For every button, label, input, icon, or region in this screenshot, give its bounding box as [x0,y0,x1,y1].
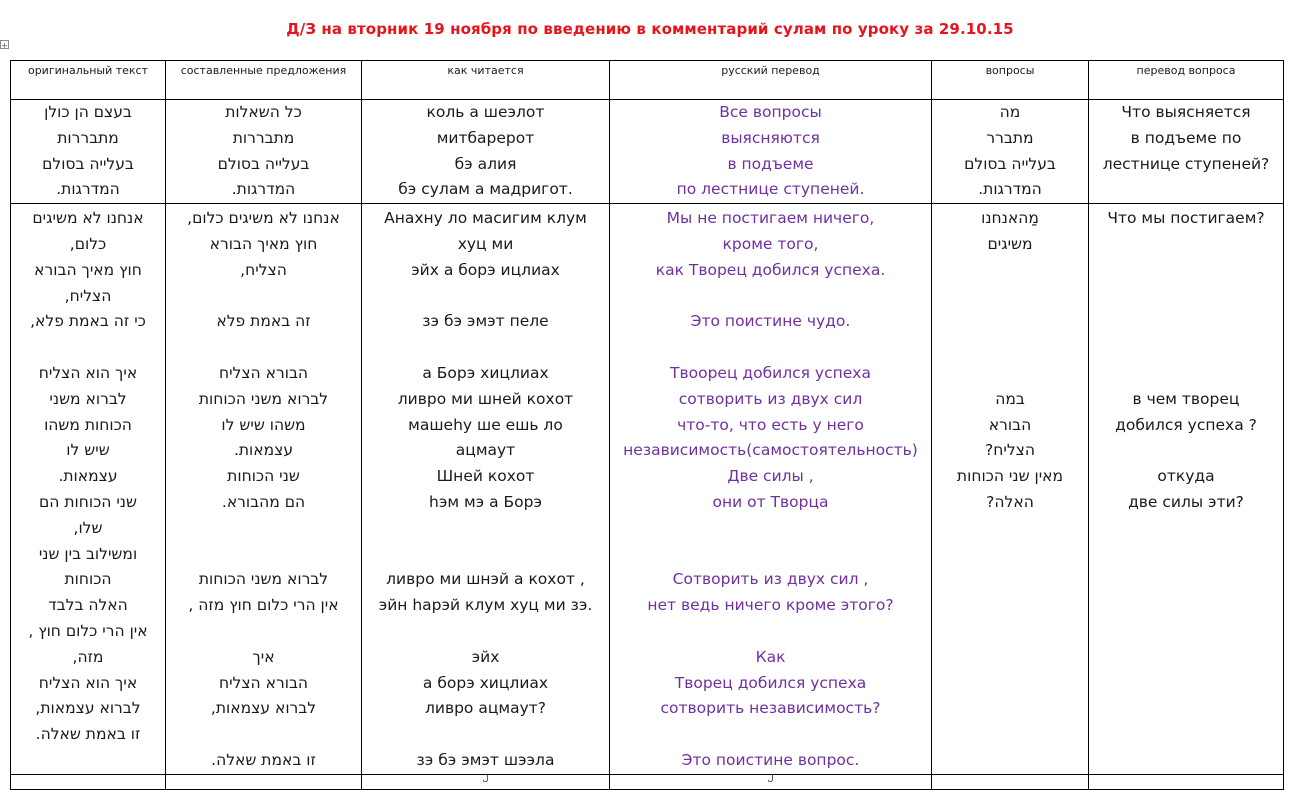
cell-line: מתבררות [57,128,119,147]
cell-line: Это поистине чудо. [690,312,851,331]
cell-line: в чем творец [1132,389,1240,408]
cell-line [937,258,1083,284]
cell-line [171,335,356,361]
cell-composed[interactable] [166,100,362,204]
cell-question[interactable] [932,100,1089,204]
cell-line: המדרגות. [56,180,120,199]
cell-line: нет ведь ничего кроме этого? [647,596,894,615]
cell-line [1094,309,1278,335]
header-russian-translation: русский перевод [610,61,932,100]
cell-line: הבורא [988,415,1032,434]
cell-line [1094,438,1278,464]
cell-line [937,335,1083,361]
cell-line [937,361,1083,387]
cell-line: лестнице ступеней? [1102,154,1270,173]
cell-line: כלום, [69,234,107,253]
cell-line: машеhу ше ешь ло [408,415,563,434]
cell-line: ливро ми шнэй а кохот , [386,570,585,589]
cell-line: מאין שני הכוחות [956,467,1064,486]
cell-line: משיגים [987,234,1033,253]
cell-line [1094,232,1278,258]
cell-reading[interactable] [362,100,610,204]
cell-line: מתבררות [232,128,295,147]
cell-line [171,542,356,568]
cell-line: כל השאלות [225,103,302,121]
homework-table [10,60,1284,790]
document-title: Д/З на вторник 19 ноября по введению в комментарий сулам по уроку за 29.10.15 [286,20,1014,38]
cell-line: Что выясняется [1121,103,1251,121]
cell-line: עצמאות. [233,441,294,460]
cell-line: Анахну ло масигим клум [384,209,587,228]
cell-line: сотворить из двух сил [678,389,863,408]
cell-line: независимость(самостоятельность) [623,441,918,460]
cell-line: הבורא הצליח [218,673,309,692]
cell-line: по лестнице ступеней. [676,180,865,199]
cell-line [1094,361,1278,387]
cell-line: אנחנו לא משיגים כלום, [187,209,340,228]
cell-line: коль а шеэлот [426,103,545,121]
cell-line: שני הכוחות הם [38,492,137,511]
cell-line: откуда [1157,467,1215,486]
cell-line: в подъеме по [1130,128,1242,147]
header-row [11,61,1284,100]
cell-question-translation[interactable] [1089,100,1284,204]
cell-line: אנחנו לא משיגים [32,209,144,228]
cell-line: Творец добился успеха [674,673,867,692]
cell-line: эйх а борэ ицлиах [411,260,560,279]
cell-question-translation[interactable] [1089,204,1284,775]
cell-line [615,335,926,361]
cell-line: эйх [471,647,500,666]
cell-line: Все вопросы [719,103,822,121]
header-reading: как читается [362,61,610,100]
cell-line [367,542,604,568]
cell-line: Сотворить из двух сил , [672,570,869,589]
cell-line: עצמאות. [58,467,118,486]
cell-line: הצליח, [64,286,112,305]
cell-line: זו באמת שאלה. [211,750,316,769]
table-row [11,204,1284,775]
cell-line: Две силы , [727,467,814,486]
cell-line: שיש לו [66,441,110,460]
cell-fragment[interactable]: ل [610,774,932,789]
cell-line: как Творец добился успеха. [655,260,886,279]
cell-line [171,722,356,748]
cell-reading[interactable] [362,204,610,775]
cell-line [1094,284,1278,310]
cell-line: איך הוא הצליח [38,363,138,382]
table-move-handle-icon[interactable]: + [1,41,8,50]
cell-line [171,516,356,542]
cell-composed[interactable] [166,204,362,775]
cell-line: לברוא עצמאות, [35,699,141,718]
cell-line: а Борэ хицлиах [422,363,549,382]
cell-line [1094,335,1278,361]
cell-line: בעצם הן כולן [44,103,132,121]
cell-line: אין הרי כלום חוץ מזה , [188,596,339,615]
cell-line: hэм мэ а Борэ [429,492,542,511]
cell-line: бэ сулам а мадригот. [398,180,573,199]
cell-line [16,335,160,361]
cell-line: сотворить независимость? [660,699,881,718]
cell-line: что-то, что есть у него [677,415,864,434]
cell-line: לברוא משני הכוחות [198,570,329,589]
cell-fragment[interactable]: ل [362,774,610,789]
cell-line [367,619,604,645]
cell-translation[interactable] [610,204,932,775]
cell-line: Твоорец добился успеха [670,363,871,382]
cell-line: חוץ מאיך הבורא [34,260,142,279]
cell-line: המדרגות. [978,180,1042,199]
cell-line: הכוחות [64,570,112,589]
cell-line: מזה, [72,647,104,666]
header-original-text: оригинальный текст [11,61,166,100]
cell-line: ливро ми шней кохот [397,389,574,408]
cell-line [937,284,1083,310]
header-question-translation: перевод вопроса [1089,61,1284,100]
cell-line: выясняются [721,128,820,147]
header-questions: вопросы [932,61,1089,100]
cell-line [171,284,356,310]
cell-line: הצליח? [985,441,1035,460]
cell-line: הבורא הצליח [218,363,309,382]
cell-line: ацмаут [455,441,516,460]
cell-line: митбарерот [436,128,535,147]
cell-line: איך [252,647,275,666]
cell-line: לברוא משני [49,389,127,408]
cell-line: ливро ацмаут? [424,699,547,718]
cell-question[interactable] [932,204,1089,775]
cell-line: זה באמת פלא [216,312,311,331]
cell-line: хуц ми [457,234,514,253]
cell-line: מַהאנחנו [981,209,1039,228]
cell-line: הכוחות משהו [44,415,132,434]
cell-line: Это поистине вопрос. [681,750,860,769]
cell-line: במה [995,389,1025,408]
cell-line: האלה בלבד [48,596,128,615]
cell-line [171,619,356,645]
cell-line: בעלייה בסולם [217,154,310,173]
cell-line: לברוא עצמאות, [210,699,317,718]
cell-line: Как [755,647,786,666]
cell-line: כי זה באמת פלא, [30,312,146,331]
cell-original[interactable] [11,100,166,204]
cell-line [615,284,926,310]
cell-line: חוץ מאיך הבורא [209,234,318,253]
cell-original[interactable] [11,204,166,775]
cell-line: в подъеме [727,154,814,173]
header-composed-sentences: составленные предложения [166,61,362,100]
cell-line [367,516,604,542]
cell-line [367,335,604,361]
cell-line [615,619,926,645]
cell-line: две силы эти? [1128,492,1244,511]
cell-line: מתברר [986,128,1034,147]
cell-line [615,542,926,568]
cell-line: добился успеха ? [1115,415,1257,434]
cell-line: зэ бэ эмэт пеле [422,312,549,331]
cell-line: бэ алия [454,154,517,173]
cell-line: они от Творца [712,492,829,511]
cell-line: Что мы постигаем? [1107,209,1265,228]
cell-line: המדרגות. [231,180,296,199]
cell-line: לברוא משני הכוחות [198,389,329,408]
cell-line [367,722,604,748]
cell-line: кроме того, [722,234,819,253]
cell-translation[interactable] [610,100,932,204]
cell-line: эйн hарэй клум хуц ми зэ. [378,596,593,615]
cell-line [615,722,926,748]
cell-line: זו באמת שאלה. [35,725,141,744]
cell-line: שני הכוחות [227,467,300,486]
cell-line: איך הוא הצליח [38,673,138,692]
cell-line: Шней кохот [436,467,535,486]
cell-line: зэ бэ эмэт шээла [416,750,555,769]
cell-line [367,284,604,310]
cell-line: הם מהבורא. [221,492,306,511]
cell-line: משהו שיש לו [221,415,306,434]
cell-line: а борэ хицлиах [422,673,549,692]
cell-line: בעלייה בסולם [964,154,1056,173]
cell-line [615,516,926,542]
cell-line: מה [999,103,1021,121]
cell-line: Мы не постигаем ничего, [666,209,875,228]
cell-line [1094,258,1278,284]
cell-line: ומשילוב בין שני [38,544,138,563]
cell-line: הצליח, [240,260,287,279]
cell-line: אין הרי כלום חוץ , [28,621,148,640]
cell-line: האלה? [986,492,1034,511]
cell-line: בעלייה בסולם [42,154,134,173]
cell-line [937,309,1083,335]
table-row [11,100,1284,204]
cell-line: שלו, [73,518,103,537]
